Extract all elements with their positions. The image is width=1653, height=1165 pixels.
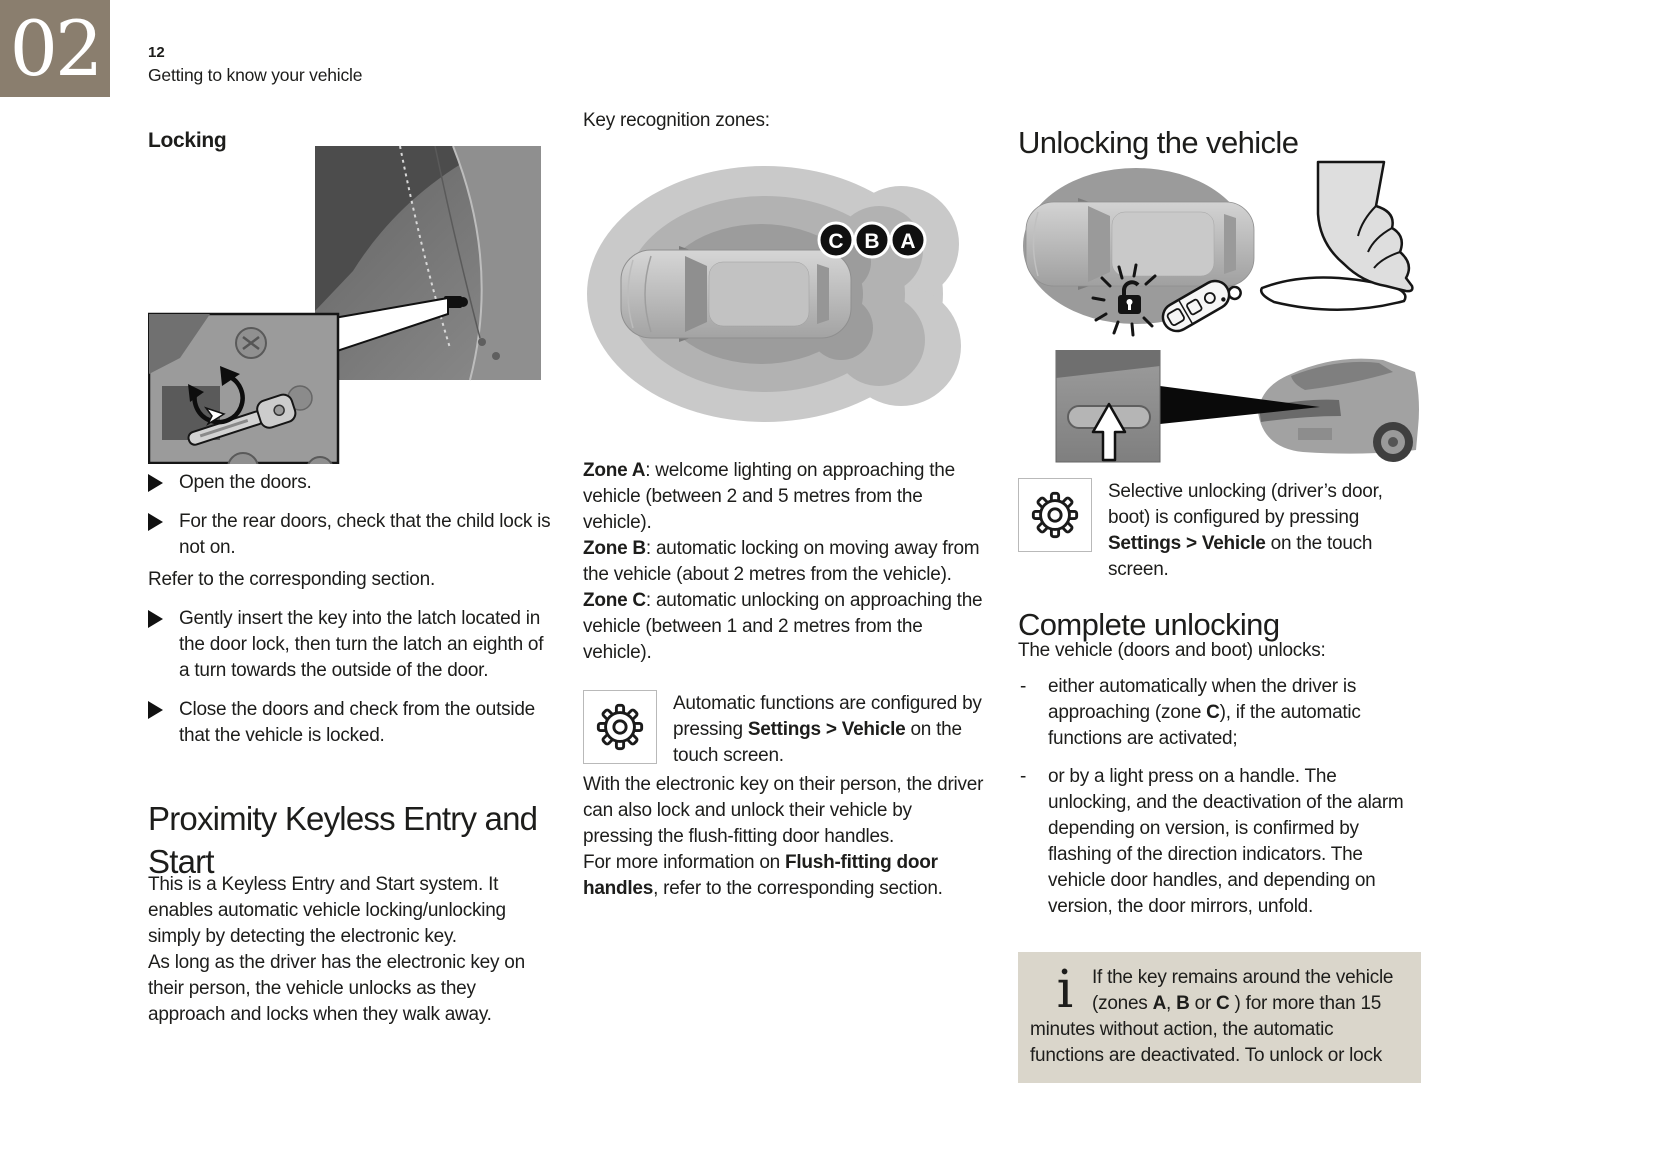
paragraph: As long as the driver has the electronic key on their person, the vehicle unlocks as they approach and locks when they walk away. [148, 952, 525, 1025]
step-text: Gently insert the key into the latch located in the door lock, then turn the latch an eighth of a turn towards the outside of the door. [179, 608, 544, 681]
triangle-bullet-icon [148, 701, 163, 719]
gear-icon [594, 701, 646, 753]
keyless-paragraphs [583, 772, 986, 902]
column-unlocking [1018, 0, 1421, 1165]
list-item [1018, 674, 1421, 752]
unlock-conditions-list [1018, 674, 1421, 932]
info-icon: i [1056, 960, 1074, 1020]
zone-badge-a: A [900, 230, 916, 253]
door-lock-illustration [148, 146, 551, 464]
unlocking-heading: Unlocking the vehicle [1018, 124, 1299, 160]
paragraph: For more information on Flush-fitting door handles, refer to the corresponding section. [583, 852, 943, 899]
boot-handle-image [1018, 350, 1421, 470]
gear-icon-box [1018, 478, 1092, 552]
door-lock-image [148, 146, 551, 464]
selective-note-row [1018, 478, 1421, 583]
triangle-bullet-icon [148, 513, 163, 531]
dash-bullet: - [1020, 766, 1027, 787]
locking-key-step-list [148, 606, 551, 762]
section-title: Getting to know your vehicle [148, 65, 363, 85]
car-top-view [621, 246, 851, 342]
condition-text: either automatically when the driver is approaching (zone C), if the automatic functions are activated; [1048, 676, 1361, 749]
locking-heading: Locking [148, 129, 227, 152]
gear-icon-box [583, 690, 657, 764]
refer-note: Refer to the corresponding section. [148, 569, 435, 590]
triangle-bullet-icon [148, 474, 163, 492]
chapter-number: 02 [9, 3, 101, 93]
proximity-heading: Proximity Keyless Entry and Start [148, 800, 538, 881]
zone-badges [819, 223, 925, 257]
chapter-badge [0, 0, 110, 97]
settings-note-text: Automatic functions are configured by pressing Settings > Vehicle on the touch screen. [673, 693, 982, 766]
info-text: If the key remains around the vehicle (zones A, B or C ) for more than 15 minutes without action, the automatic functions are deactivated. To unlock or lock [1030, 967, 1394, 1066]
column-key-zones [583, 0, 986, 1165]
zone-diagram-image [583, 148, 986, 446]
zone-descriptions [583, 458, 986, 666]
zone-badge-c: C [828, 230, 844, 253]
column-locking [148, 0, 551, 1165]
complete-unlocking-heading: Complete unlocking [1018, 606, 1280, 642]
locking-step-list [148, 470, 551, 574]
page-number: 12 [148, 44, 165, 61]
step-text: For the rear doors, check that the child lock is not on. [179, 511, 551, 558]
unlock-scene-illustration [1018, 160, 1421, 342]
zones-intro: Key recognition zones: [583, 110, 770, 131]
zone-a-text: Zone A: welcome lighting on approaching the vehicle (between 2 and 5 metres from the vehicle). [583, 460, 955, 533]
list-item [148, 470, 551, 496]
step-text: Open the doors. [179, 472, 312, 493]
selective-note-text: Selective unlocking (driver’s door, boot) is configured by pressing Settings > Vehicle on the touch screen. [1108, 481, 1383, 580]
info-box [1018, 952, 1421, 1083]
list-item [1018, 764, 1421, 920]
step-text: Close the doors and check from the outside that the vehicle is locked. [179, 699, 535, 746]
list-item [148, 509, 551, 561]
zone-badge-b: B [864, 230, 880, 253]
key-zone-diagram [583, 148, 986, 446]
hand-pressing-handle [1318, 162, 1412, 291]
settings-note-row [583, 690, 986, 769]
paragraph: With the electronic key on their person, the driver can also lock and unlock their vehicle by pressing the flush-fitting door handles. [583, 774, 984, 847]
paragraph: This is a Keyless Entry and Start system. It enables automatic vehicle locking/unlocking simply by detecting the electronic key. [148, 874, 506, 947]
handle-inset [1056, 350, 1160, 462]
triangle-bullet-icon [148, 610, 163, 628]
list-item [148, 697, 551, 749]
list-item [148, 606, 551, 684]
boot-handle-illustration [1018, 350, 1421, 470]
car-top-view [1026, 198, 1254, 290]
zone-c-text: Zone C: automatic unlocking on approaching the vehicle (between 1 and 2 metres from the vehicle). [583, 590, 983, 663]
gear-icon [1029, 489, 1081, 541]
zone-b-text: Zone B: automatic locking on moving away from the vehicle (about 2 metres from the vehicle). [583, 538, 980, 585]
complete-unlocking-intro: The vehicle (doors and boot) unlocks: [1018, 640, 1326, 661]
unlock-scene-image [1018, 160, 1421, 342]
dash-bullet: - [1020, 676, 1027, 697]
condition-text: or by a light press on a handle. The unlocking, and the deactivation of the alarm depending on version, is confirmed by flashing of the direction indicators. The vehicle door handles, and depending on version, the door mirrors, unfold. [1048, 766, 1404, 917]
proximity-paragraphs [148, 872, 551, 1028]
